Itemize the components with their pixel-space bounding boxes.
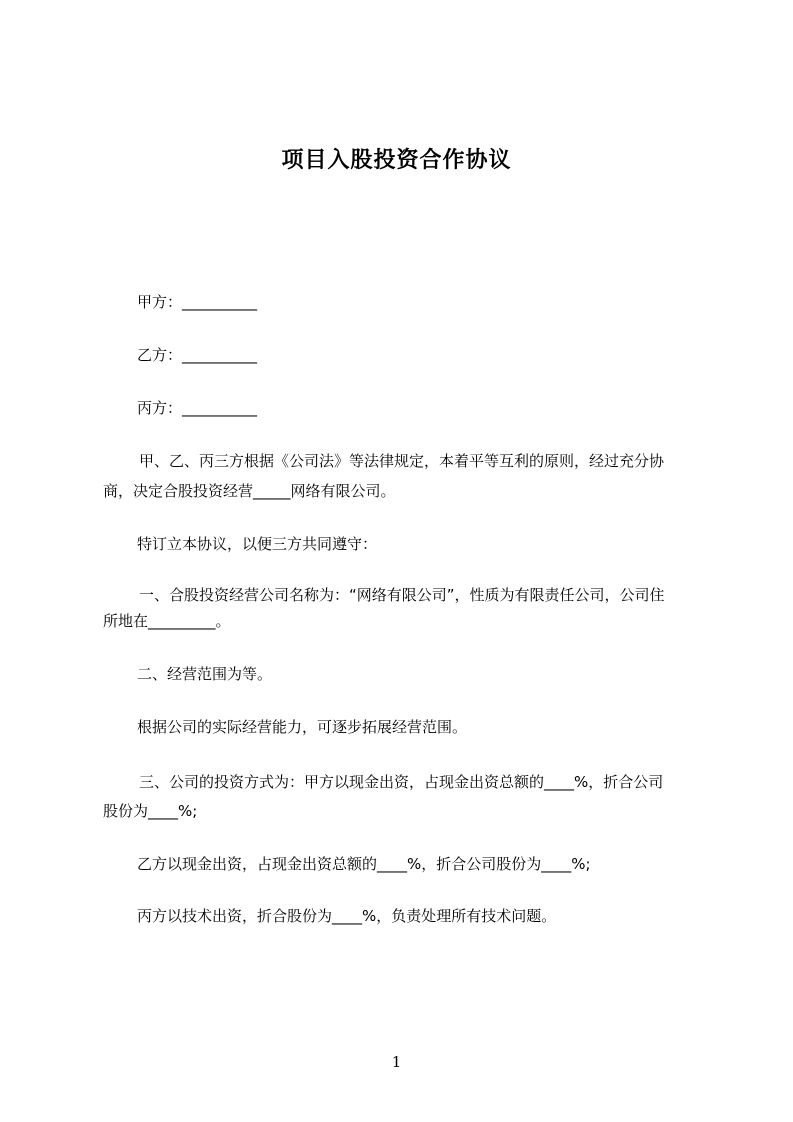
clause2-extra: 根据公司的实际经营能力，可逐步拓展经营范围。	[137, 718, 468, 736]
clause2-text: 二、经营范围为等。	[137, 665, 273, 683]
agreement-intro: 特订立本协议，以便三方共同遵守：	[137, 535, 378, 553]
party-b-line: 乙方：__________	[137, 346, 258, 364]
clause1-line2: 所地在_________。	[103, 612, 231, 630]
clause3-party-b: 乙方以现金出资，占现金出资总额的____%，折合公司股份为____%;	[137, 855, 591, 873]
party-c-line: 丙方：__________	[137, 399, 258, 417]
clause3-party-c: 丙方以技术出资，折合股份为____%，负责处理所有技术问题。	[137, 907, 557, 925]
page-number: 1	[391, 1053, 402, 1071]
party-a-line: 甲方：__________	[137, 293, 258, 311]
intro-paragraph-line2: 商，决定合股投资经营_____网络有限公司。	[103, 482, 396, 500]
clause3-line1: 三、公司的投资方式为：甲方以现金出资，占现金出资总额的____%，折合公司	[139, 773, 664, 791]
document-title: 项目入股投资合作协议	[281, 148, 512, 173]
clause3-line2: 股份为____%;	[103, 802, 198, 820]
clause1-line1: 一、合股投资经营公司名称为：“网络有限公司”，性质为有限责任公司，公司住	[139, 586, 665, 604]
intro-paragraph-line1: 甲、乙、丙三方根据《公司法》等法律规定，本着平等互利的原则，经过充分协	[139, 452, 665, 470]
